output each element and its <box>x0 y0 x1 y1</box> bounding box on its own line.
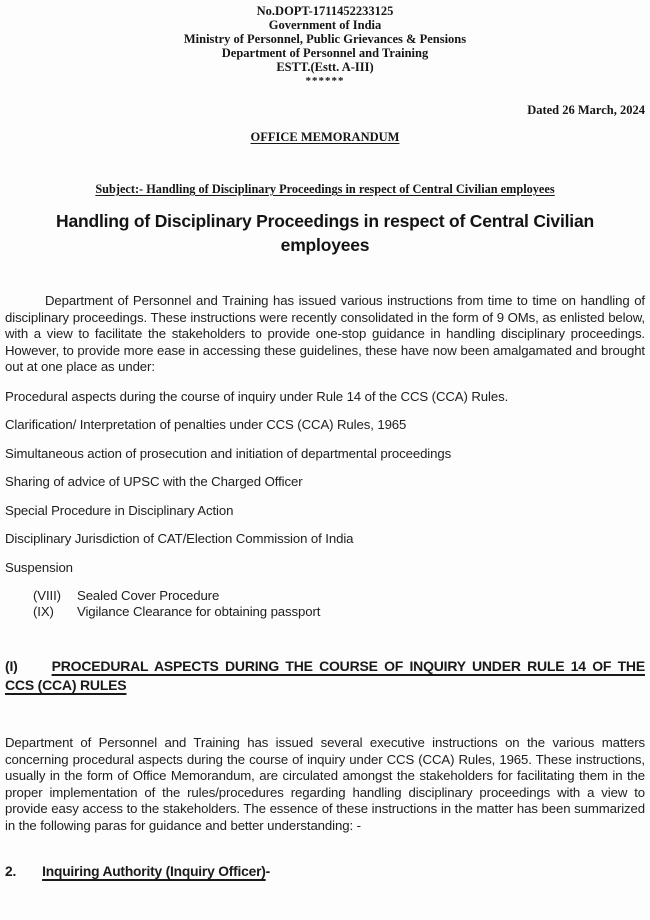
ministry-line: Ministry of Personnel, Public Grievances & Pensions <box>183 32 467 46</box>
list-item: Clarification/ Interpretation of penalties under CCS (CCA) Rules, 1965 <box>5 417 407 432</box>
section-2-title: Inquiring Authority (Inquiry Officer) <box>42 864 266 879</box>
list-item: Sharing of advice of UPSC with the Charged Officer <box>5 474 303 489</box>
memo-title-text: OFFICE MEMORANDUM <box>250 130 400 144</box>
intro-paragraph: Department of Personnel and Training has issued various instructions from time to time on handling of disciplinary proceedings. These instructions were recently consolidated in the form of 9 OMs, as enlisted below, with a view to facilitate the stakeholders to provide one-stop guidance in handling disciplinary proceedings. However, to provide more ease in accessing these guidelines, these have now been amalgamated and brought out at one place as under: <box>5 293 645 374</box>
reference-number: No.DOPT-1711452233125 <box>256 4 394 18</box>
date-line: Dated 26 March, 2024 <box>527 103 645 117</box>
section-1-number: (I) <box>5 658 18 674</box>
list-item-number: (VIII) <box>33 588 61 603</box>
subject-line <box>5 182 645 197</box>
branch-line: ESTT.(Estt. A-III) <box>276 60 374 74</box>
list-item <box>33 604 645 620</box>
memo-title <box>5 130 645 145</box>
department-line: Department of Personnel and Training <box>221 46 429 60</box>
om-list <box>5 389 645 576</box>
main-heading: Handling of Disciplinary Proceedings in respect of Central Civilian employees <box>56 211 594 255</box>
subject-line-text: Subject:- Handling of Disciplinary Proceedings in respect of Central Civilian employees <box>95 182 555 196</box>
roman-numbered-list <box>33 588 645 619</box>
section-1-paragraph: Department of Personnel and Training has issued several executive instructions on the various matters concerning procedural aspects during the course of inquiry under CCS (CCA) Rules, 1965. These instructions, usually in the form of Office Memorandum, are circulated amongst the stakeholders for facilitating them in the proper implementation of the rules/procedures regarding handling disciplinary proceedings with a view to provide easy access to the stakeholders. The essence of these instructions in the matter has been summarized in the following paras for guidance and better understanding: - <box>5 735 645 833</box>
letterhead <box>5 4 645 88</box>
list-item-text: Vigilance Clearance for obtaining passport <box>77 603 321 619</box>
section-1-title: PROCEDURAL ASPECTS DURING THE COURSE OF INQUIRY UNDER RULE 14 OF THE CCS (CCA) RULES <box>5 658 645 693</box>
list-item-text: Sealed Cover Procedure <box>77 588 220 603</box>
list-item: Simultaneous action of prosecution and initiation of departmental proceedings <box>5 445 452 461</box>
list-item: Procedural aspects during the course of inquiry under Rule 14 of the CCS (CCA) Rules. <box>5 388 509 404</box>
list-item: Special Procedure in Disciplinary Action <box>5 502 234 518</box>
stars-divider: ****** <box>305 75 345 87</box>
section-2-suffix: - <box>265 864 271 879</box>
list-item-number: (IX) <box>33 603 54 619</box>
section-2-number: 2. <box>5 864 17 879</box>
list-item: Disciplinary Jurisdiction of CAT/Election Commission of India <box>5 531 354 546</box>
list-item: Suspension <box>5 559 73 575</box>
government-line: Government of India <box>268 18 382 32</box>
list-item <box>33 588 645 604</box>
section-1-heading <box>5 657 645 695</box>
section-2-heading <box>5 864 645 879</box>
